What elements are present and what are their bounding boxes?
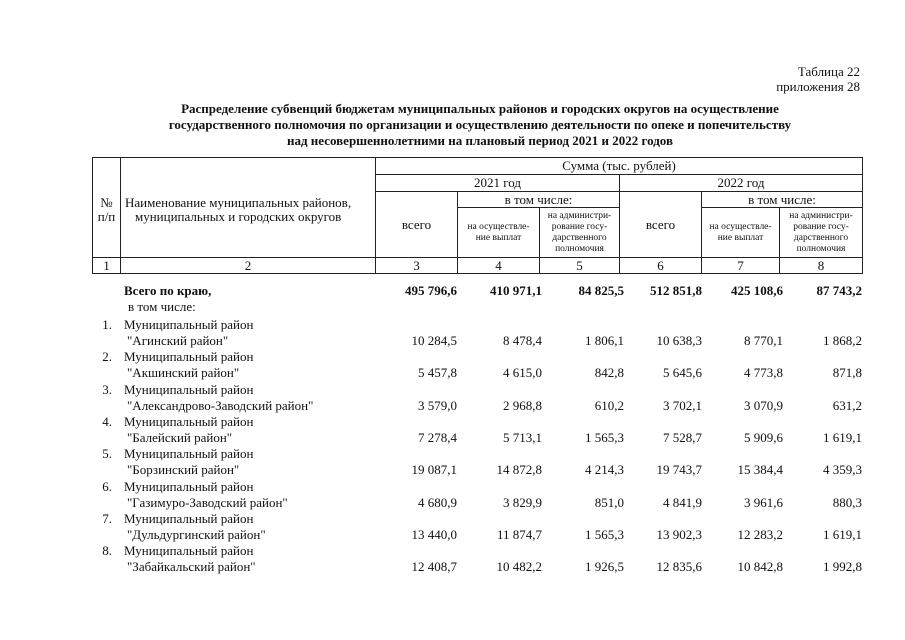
value-col-8: 1 868,2 xyxy=(823,333,862,348)
value-col-7: 3 070,9 xyxy=(744,397,783,413)
value-col-5: 84 825,5 xyxy=(578,283,624,298)
value-col-4: 2 968,8 xyxy=(503,397,542,413)
value-col-6: 19 743,7 xyxy=(656,462,702,478)
col-number-1: 1 xyxy=(93,258,121,274)
header-year-2021: 2021 год xyxy=(376,175,620,192)
value-col-7: 4 773,8 xyxy=(744,365,783,381)
value-col-5: 851,0 xyxy=(594,494,624,510)
table-row xyxy=(92,446,862,478)
row-name-line-2: "Александрово-Заводский район" xyxy=(127,397,314,413)
value-col-3: 4 680,9 xyxy=(418,494,457,510)
row-name-line-2: "Агинский район" xyxy=(127,333,229,348)
row-name-line-1: Муниципальный район xyxy=(124,478,254,494)
value-col-8: 631,2 xyxy=(832,397,862,413)
table-row xyxy=(92,543,862,575)
value-col-6: 12 835,6 xyxy=(656,559,702,575)
total-row xyxy=(92,283,862,315)
row-number: 5. xyxy=(102,446,112,462)
table-row xyxy=(92,317,862,349)
value-col-6: 3 702,1 xyxy=(663,397,702,413)
value-col-6: 5 645,6 xyxy=(663,365,702,381)
total-label: Всего по краю, xyxy=(124,283,212,298)
value-col-5: 1 806,1 xyxy=(585,333,624,348)
header-payments-2022: на осуществле- ние выплат xyxy=(702,208,780,258)
table-row xyxy=(92,349,862,381)
title-line-3: над несовершеннолетними на плановый период 2021 и 2022 годов xyxy=(286,133,674,148)
row-name-line-2: "Газимуро-Заводский район" xyxy=(127,494,288,510)
row-number: 3. xyxy=(102,381,112,397)
table-label xyxy=(776,64,860,94)
value-col-4: 11 874,7 xyxy=(496,526,542,542)
value-col-3: 19 087,1 xyxy=(411,462,457,478)
col-number-5: 5 xyxy=(540,258,620,274)
value-col-5: 4 214,3 xyxy=(585,462,624,478)
value-col-7: 8 770,1 xyxy=(744,333,783,348)
value-col-7: 12 283,2 xyxy=(737,526,783,542)
header-total-2021: всего xyxy=(376,192,458,258)
col-number-2: 2 xyxy=(121,258,376,274)
value-col-7: 5 909,6 xyxy=(744,429,783,445)
value-col-4: 4 615,0 xyxy=(503,365,542,381)
value-col-3: 495 796,6 xyxy=(405,283,457,298)
total-sublabel: в том числе: xyxy=(128,299,196,314)
row-number: 1. xyxy=(102,317,112,332)
value-col-3: 5 457,8 xyxy=(418,365,457,381)
col-number-3: 3 xyxy=(376,258,458,274)
value-col-3: 10 284,5 xyxy=(411,333,457,348)
value-col-3: 12 408,7 xyxy=(411,559,457,575)
row-number: 2. xyxy=(102,349,112,365)
value-col-6: 13 902,3 xyxy=(656,526,702,542)
value-col-7: 3 961,6 xyxy=(744,494,783,510)
value-col-7: 10 842,8 xyxy=(737,559,783,575)
header-sum: Сумма (тыс. рублей) xyxy=(376,158,863,175)
document-title xyxy=(100,101,860,149)
value-col-7: 425 108,6 xyxy=(731,283,783,298)
value-col-8: 871,8 xyxy=(832,365,862,381)
header-name: Наименование муниципальных районов, муниципальных и городских округов xyxy=(121,158,376,258)
row-name-line-2: "Дульдургинский район" xyxy=(127,526,266,542)
header-admin-2022: на администри- рование госу- дарственного полномочия xyxy=(780,208,863,258)
col-number-8: 8 xyxy=(780,258,863,274)
table-row xyxy=(92,414,862,446)
value-col-3: 7 278,4 xyxy=(418,429,457,445)
value-col-4: 410 971,1 xyxy=(490,283,542,298)
row-name-line-1: Муниципальный район xyxy=(124,510,254,526)
value-col-8: 1 619,1 xyxy=(823,526,862,542)
col-number-7: 7 xyxy=(702,258,780,274)
value-col-5: 1 565,3 xyxy=(585,526,624,542)
header-incl-2021: в том числе: xyxy=(458,192,620,208)
table-number: Таблица 22 xyxy=(797,64,860,79)
header-payments-2021: на осуществле- ние выплат xyxy=(458,208,540,258)
col-number-6: 6 xyxy=(620,258,702,274)
value-col-5: 1 926,5 xyxy=(585,559,624,575)
table-row xyxy=(92,382,862,414)
row-name-line-1: Муниципальный район xyxy=(124,446,254,462)
table-row xyxy=(92,511,862,543)
table-row xyxy=(92,479,862,511)
value-col-4: 10 482,2 xyxy=(496,559,542,575)
value-col-6: 512 851,8 xyxy=(650,283,702,298)
row-name-line-2: "Балейский район" xyxy=(127,429,233,445)
row-number: 6. xyxy=(102,478,112,494)
value-col-8: 1 619,1 xyxy=(823,429,862,445)
row-number: 4. xyxy=(102,413,112,429)
header-year-2022: 2022 год xyxy=(620,175,863,192)
row-number: 8. xyxy=(102,543,112,559)
value-col-4: 5 713,1 xyxy=(503,429,542,445)
row-name-line-2: "Забайкальский район" xyxy=(127,559,256,575)
value-col-4: 3 829,9 xyxy=(503,494,542,510)
value-col-8: 4 359,3 xyxy=(823,462,862,478)
value-col-3: 13 440,0 xyxy=(411,526,457,542)
row-name-line-1: Муниципальный район xyxy=(124,381,254,397)
value-col-8: 880,3 xyxy=(832,494,862,510)
table-header xyxy=(92,157,863,274)
header-total-2022: всего xyxy=(620,192,702,258)
value-col-6: 10 638,3 xyxy=(656,333,702,348)
value-col-5: 1 565,3 xyxy=(585,429,624,445)
header-incl-2022: в том числе: xyxy=(702,192,863,208)
header-admin-2021: на администри- рование госу- дарственного полномочия xyxy=(540,208,620,258)
row-name-line-1: Муниципальный район xyxy=(124,413,254,429)
col-number-4: 4 xyxy=(458,258,540,274)
header-num: № п/п xyxy=(93,158,121,258)
title-line-2: государственного полномочия по организации и осуществлению деятельности по опеке и попечительству xyxy=(168,117,792,132)
row-name-line-1: Муниципальный район xyxy=(124,317,254,332)
value-col-4: 14 872,8 xyxy=(496,462,542,478)
row-name-line-1: Муниципальный район xyxy=(124,543,254,559)
value-col-8: 1 992,8 xyxy=(823,559,862,575)
value-col-5: 842,8 xyxy=(594,365,624,381)
value-col-7: 15 384,4 xyxy=(737,462,783,478)
value-col-5: 610,2 xyxy=(594,397,624,413)
row-name-line-2: "Борзинский район" xyxy=(127,462,240,478)
row-number: 7. xyxy=(102,510,112,526)
value-col-6: 7 528,7 xyxy=(663,429,702,445)
value-col-6: 4 841,9 xyxy=(663,494,702,510)
row-name-line-1: Муниципальный район xyxy=(124,349,254,365)
value-col-3: 3 579,0 xyxy=(418,397,457,413)
value-col-8: 87 743,2 xyxy=(816,283,862,298)
value-col-4: 8 478,4 xyxy=(503,333,542,348)
title-line-1: Распределение субвенций бюджетам муниципальных районов и городских округов на осуществление xyxy=(181,101,779,116)
appendix-number: приложения 28 xyxy=(776,79,860,94)
row-name-line-2: "Акшинский район" xyxy=(127,365,240,381)
